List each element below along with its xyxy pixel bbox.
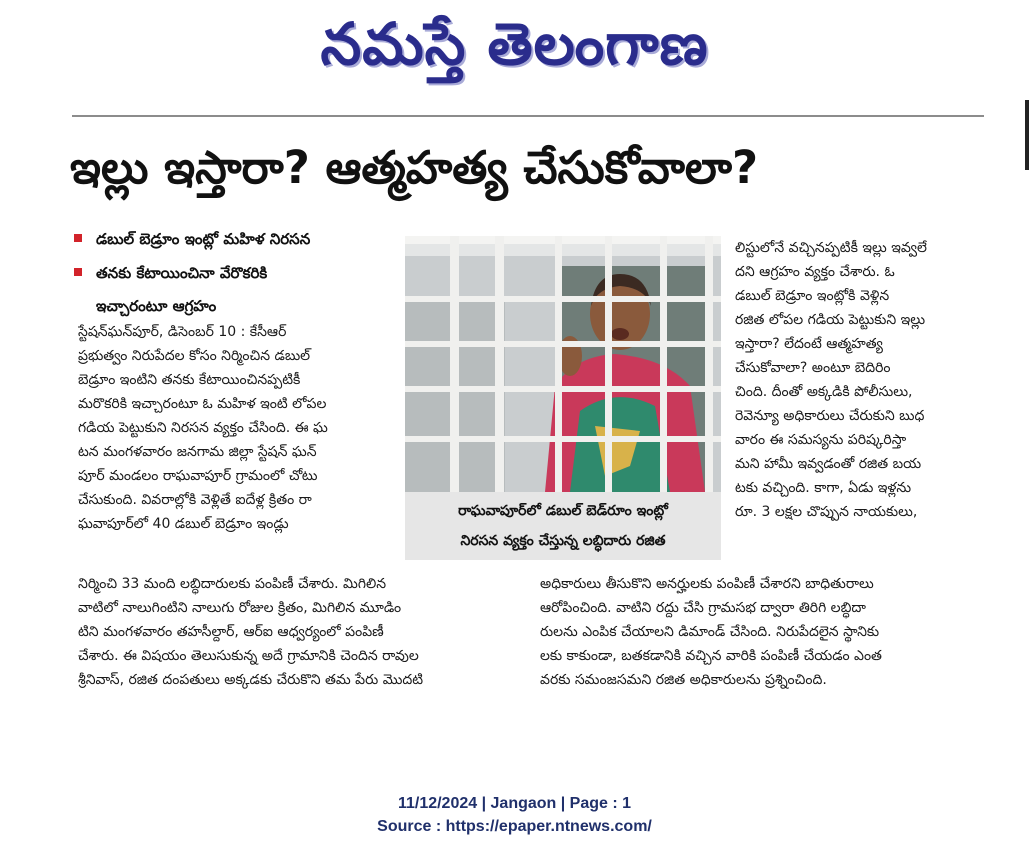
article-photo [405,236,721,492]
body-line: చేసుకోవాలా? అంటూ బెదిరిం [735,360,891,376]
article-body-bottom-left [78,572,518,692]
caption-line: రాఘవాపూర్‌లో డబుల్ బెడ్‌రూం ఇంట్లో [458,503,668,519]
header-divider [72,115,984,117]
body-line: మని హామీ ఇవ్వడంతో రజిత బయ [735,456,922,472]
body-line: టకు వచ్చింది. కాగా, ఏడు ఇళ్లను [735,480,912,496]
body-line: బెడ్రూం ఇంటిని తనకు కేటాయించినప్పటికీ [78,372,301,388]
bullet-square-icon [74,234,82,242]
body-line: పూర్ మండలం రాఘవాపూర్ గ్రామంలో చోటు [78,468,318,484]
body-line: ప్రభుత్వం నిరుపేదల కోసం నిర్మించిన డబుల్ [78,348,311,364]
body-line: రజిత లోపల గడియ పెట్టుకుని ఇల్లు [735,312,926,328]
photo-caption [405,492,721,560]
body-line: రులను ఎంపిక చేయాలని డిమాండ్ చేసింది. నిరుపేదలైన స్థానికు [540,624,880,640]
body-line: టిని మంగళవారం తహసీల్దార్, ఆర్ఐ ఆధ్వర్యంలో పంపిణీ [78,624,384,640]
body-line: వరకు సమంజసమని రజిత అధికారులను ప్రశ్నించింది. [540,672,827,688]
masthead-logo-text: నమస్తే తెలంగాణ [320,10,709,78]
body-line: రెవెన్యూ అధికారులు చేరుకుని బుధ [735,408,925,424]
body-line: గడియ పెట్టుకుని నిరసన వ్యక్తం చేసింది. ఈ ఘ [78,420,328,436]
masthead [0,4,1029,84]
body-line: అధికారులు తీసుకొని అనర్హులకు పంపిణీ చేశారని బాధితురాలు [540,576,874,592]
body-line: శ్రీనివాస్, రజిత దంపతులు అక్కడకు చేరుకొని తమ పేరు మొదటి [78,672,424,688]
body-line: దని ఆగ్రహం వ్యక్తం చేశారు. ఓ [735,264,895,280]
bullet-square-icon [74,268,82,276]
body-line: ఇస్తారా? లేదంటే ఆత్మహత్య [735,336,883,352]
footer-edition-info: 11/12/2024 | Jangaon | Page : 1 [397,795,632,812]
article-body-left [78,320,398,536]
body-line: వారం ఈ సమస్యను పరిష్కరిస్తా [735,432,907,448]
caption-line: నిరసన వ్యక్తం చేస్తున్న లబ్ధిదారు రజిత [460,533,666,549]
footer-source-link[interactable]: Source : https://epaper.ntnews.com/ [377,818,652,835]
body-line: మరొకరికి ఇచ్చారంటూ ఓ మహిళ ఇంటి లోపల [78,396,327,412]
protester-at-window-image [405,236,721,492]
article-headline: ఇల్లు ఇస్తారా? ఆత్మహత్య చేసుకోవాలా? [70,141,759,194]
body-line: చేసుకుంది. వివరాల్లోకి వెళ్లితే ఐదేళ్ల క్రితం రా [78,492,312,508]
body-line: నిర్మించి 33 మంది లబ్ధిదారులకు పంపిణీ చేశారు. మిగిలిన [78,576,387,592]
highlight-text: డబుల్ బెడ్రూం ఇంట్లో మహిళ నిరసన [96,230,311,248]
body-line: లిస్టులోనే వచ్చినప్పటికీ ఇల్లు ఇవ్వలే [735,240,927,256]
body-line: రూ. 3 లక్షల చొప్పున నాయకులు, [735,504,918,520]
article-body-bottom-right [540,572,985,692]
body-line: ఘవాపూర్‌లో 40 డబుల్ బెడ్రూం ఇండ్లు [78,516,289,532]
body-line: లకు కాకుండా, బతకడానికి వచ్చిన వారికి పంపిణీ చేయడం ఎంత [540,648,882,664]
body-line: ఆరోపించింది. వాటిని రద్దు చేసి గ్రామసభ ద్వారా తిరిగి లబ్ధిదా [540,600,866,616]
body-line: చింది. దీంతో అక్కడికి పోలీసులు, [735,384,913,400]
highlight-text: తనకు కేటాయించినా వేరొకరికి [96,264,268,282]
article-highlights [70,222,405,322]
body-line: డబుల్ బెడ్రూం ఇంట్లోకి వెళ్లిన [735,288,890,304]
body-line: చేశారు. ఈ విషయం తెలుసుకున్న అదే గ్రామానికి చెందిన రావుల [78,648,419,664]
highlight-item [70,222,405,256]
page-edge-mark [1025,100,1029,170]
article-body-right [735,236,985,524]
body-line: టన మంగళవారం జనగామ జిల్లా స్టేషన్ ఘన్ [78,444,317,460]
body-line: స్టేషన్‌ఘన్‌పూర్, డిసెంబర్ 10 : కేసీఆర్ [78,324,287,340]
highlight-text-continued: ఇచ్చారంటూ ఆగ్రహం [96,297,217,315]
body-line: వాటిలో నాలుగింటిని నాలుగు రోజుల క్రితం, మిగిలిన మూడిం [78,600,402,616]
highlight-item [70,256,405,290]
